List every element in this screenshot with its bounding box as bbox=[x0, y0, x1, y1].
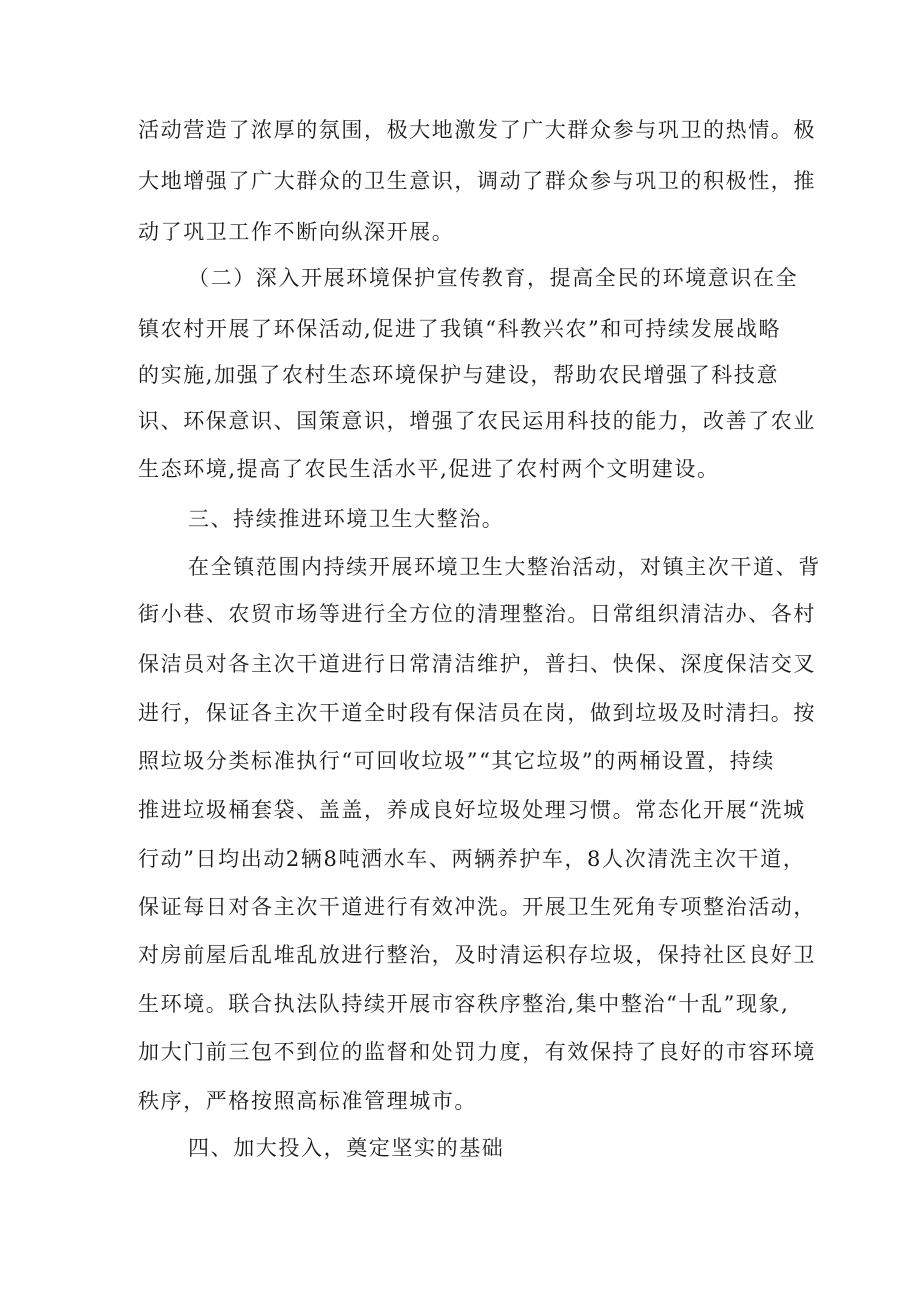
text-line: 秩序，严格按照高标准管理城市。 bbox=[138, 1089, 477, 1113]
text-line: 的实施,加强了农村生态环境保护与建设，帮助农民增强了科技意 bbox=[138, 363, 780, 387]
text-line: 行动”日均出动2辆8吨洒水车、两辆养护车，8人次清洗主次干道， bbox=[138, 847, 806, 871]
text-line: 保洁员对各主次干道进行日常清洁维护，普扫、快保、深度保洁交叉 bbox=[138, 652, 816, 676]
text-line: 生环境。联合执法队持续开展市容秩序整治,集中整治“十乱”现象, bbox=[138, 992, 790, 1016]
text-line: 镇农村开展了环保活动,促进了我镇“科教兴农”和可持续发展战略 bbox=[138, 317, 782, 341]
text-line: 识、环保意识、国策意识，增强了农民运用科技的能力，改善了农业 bbox=[138, 409, 816, 433]
text-line: 进行，保证各主次干道全时段有保洁员在岗，做到垃圾及时清扫。按 bbox=[138, 701, 816, 725]
text-line: 保证每日对各主次干道进行有效冲洗。开展卫生死角专项整治活动， bbox=[138, 895, 816, 919]
text-line: 动了巩卫工作不断向纵深开展。 bbox=[138, 220, 455, 244]
text-line: 活动营造了浓厚的氛围，极大地激发了广大群众参与巩卫的热情。极 bbox=[138, 118, 816, 142]
text-line: 在全镇范围内持续开展环境卫生大整治活动，对镇主次干道、背 bbox=[188, 555, 821, 579]
text-line: 对房前屋后乱堆乱放进行整治，及时清运积存垃圾，保持社区良好卫 bbox=[138, 943, 816, 967]
section-heading-4: 四、加大投入，奠定坚实的基础 bbox=[188, 1136, 505, 1160]
text-line: 推进垃圾桶套袋、盖盖，养成良好垃圾处理习惯。常态化开展“洗城 bbox=[138, 798, 806, 822]
text-line: 街小巷、农贸市场等进行全方位的清理整治。日常组织清洁办、各村 bbox=[138, 602, 816, 626]
subsection-heading-line: （二）深入开展环境保护宣传教育，提高全民的环境意识在全 bbox=[188, 266, 799, 290]
text-line: 生态环境,提高了农民生活水平,促进了农村两个文明建设。 bbox=[138, 457, 720, 481]
section-heading-3: 三、持续推进环境卫生大整治。 bbox=[188, 507, 505, 531]
text-line: 加大门前三包不到位的监督和处罚力度，有效保持了良好的市容环境 bbox=[138, 1040, 816, 1064]
text-line: 大地增强了广大群众的卫生意识，调动了群众参与巩卫的积极性，推 bbox=[138, 169, 816, 193]
text-line: 照垃圾分类标准执行“可回收垃圾”“其它垃圾”的两桶设置，持续 bbox=[138, 749, 775, 773]
